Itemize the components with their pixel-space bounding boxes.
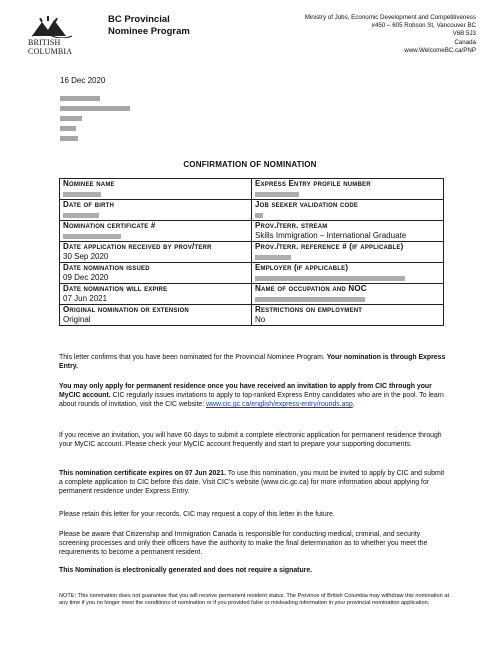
table-row xyxy=(60,200,444,221)
redaction-bar xyxy=(63,234,121,239)
redaction-bar xyxy=(63,192,101,197)
paragraph-text: Please retain this letter for your records. CIC may request a copy of this letter in the future. xyxy=(59,511,335,518)
paragraph-text: If you receive an invitation, you will have 60 days to submit a complete electronic application for permanent residence through your MyCIC account. Please check your MyCIC account frequently and start to prepare your supporting documents. xyxy=(59,432,442,449)
ministry-line: Ministry of Jobs, Economic Development and Competitiveness xyxy=(304,14,476,21)
program-name xyxy=(108,14,190,38)
field-value xyxy=(255,210,440,220)
paragraph-bold: You may only apply for permanent residence once you have received an invitation to apply from CIC through your MyCIC account. xyxy=(59,383,432,400)
field-value xyxy=(255,294,440,304)
program-line: BC Provincial xyxy=(108,14,170,25)
table-cell xyxy=(60,242,252,263)
field-value xyxy=(255,273,440,283)
table-row xyxy=(60,305,444,326)
table-cell xyxy=(252,263,444,284)
field-label: Date nomination issued xyxy=(63,263,150,272)
table-cell xyxy=(60,200,252,221)
paragraph-apply-instructions xyxy=(59,382,449,410)
table-cell xyxy=(60,179,252,200)
field-label: Original nomination or extension xyxy=(63,305,189,314)
ministry-line: Canada xyxy=(454,38,476,46)
redaction-bar xyxy=(60,106,130,111)
field-value xyxy=(63,231,248,241)
paragraph-text: This letter confirms that you have been nominated for the Provincial Nominee Program. xyxy=(59,354,327,361)
table-row xyxy=(60,221,444,242)
field-label: Name of occupation and NOC xyxy=(255,284,367,293)
table-cell xyxy=(60,305,252,326)
field-value: 09 Dec 2020 xyxy=(63,273,109,282)
field-value xyxy=(63,189,248,199)
redaction-bar xyxy=(255,297,365,302)
ministry-line: V6B 5J3 xyxy=(452,30,476,38)
field-value: 07 Jun 2021 xyxy=(63,294,108,303)
paragraph-nomination-confirmed xyxy=(59,353,449,371)
ministry-line: www.WelcomeBC.ca/PNP xyxy=(404,46,476,54)
redaction-bar xyxy=(255,255,291,260)
field-value xyxy=(255,252,440,262)
redaction-bar xyxy=(255,213,263,218)
field-value: 30 Sep 2020 xyxy=(63,252,109,261)
table-cell xyxy=(252,221,444,242)
paragraph-text: . xyxy=(352,401,355,409)
field-label: Prov./terr. reference # (if applicable) xyxy=(255,242,404,251)
field-label: Date of birth xyxy=(63,200,115,209)
paragraph-retain xyxy=(59,510,449,519)
redaction-bar xyxy=(60,126,76,131)
paragraph-expiry xyxy=(59,469,449,497)
program-line: Nominee Program xyxy=(108,26,190,37)
table-cell xyxy=(60,284,252,305)
table-cell xyxy=(252,305,444,326)
logo-line: BRITISH xyxy=(28,38,61,47)
paragraph-screening xyxy=(59,530,449,558)
footnote: NOTE: This nomination does not guarantee that you will receive permanent resident status. The Province of British Columbia may withdraw this nomination at any time if you no longer meet the conditions of nomination or if you provided false or misleading information in your provincial nomination application. xyxy=(59,593,449,607)
field-label: Employer (if applicable) xyxy=(255,263,349,272)
redaction-bar xyxy=(63,213,99,218)
paragraph-text: Please be aware that Citizenship and Immigration Canada is responsible for conducting medical, criminal, and security screening processes and only their officers have the authority to make the final determination as to whether you meet the requirements to become a permanent resident. xyxy=(59,531,428,557)
redaction-bar xyxy=(255,192,299,197)
field-label: Nomination certificate # xyxy=(63,221,156,230)
field-value xyxy=(255,189,440,199)
letter-date: 16 Dec 2020 xyxy=(60,76,106,85)
field-label: Prov./terr. stream xyxy=(255,221,328,230)
paragraph-text: CIC regularly issues invitations to apply to top-ranked Express Entry candidates who are in the pool. To learn about rounds of invitation, visit the CIC website: xyxy=(59,392,444,409)
redaction-bar xyxy=(60,136,78,141)
table-cell xyxy=(252,200,444,221)
paragraph-bold: This Nomination is electronically generated and does not require a signature. xyxy=(59,567,313,574)
table-cell xyxy=(252,284,444,305)
table-cell xyxy=(60,263,252,284)
table-cell xyxy=(60,221,252,242)
paragraph-bold: This nomination certificate expires on 07 Jun 2021. xyxy=(59,470,226,477)
ministry-address xyxy=(236,14,476,55)
field-label: Restrictions on employment xyxy=(255,305,363,314)
redaction-bar xyxy=(60,116,82,121)
field-value: Original xyxy=(63,315,91,324)
document-title: CONFIRMATION OF NOMINATION xyxy=(183,160,317,169)
bc-sun-mountain-icon xyxy=(28,14,74,38)
redaction-bar xyxy=(255,276,405,281)
field-label: Date nomination will expire xyxy=(63,284,168,293)
logo-line: COLUMBIA xyxy=(28,47,73,56)
table-row xyxy=(60,179,444,200)
table-row xyxy=(60,263,444,284)
table-row xyxy=(60,242,444,263)
field-label: Date application received by prov/terr xyxy=(63,242,212,251)
field-label: Express Entry profile number xyxy=(255,179,371,188)
paragraph-text: To use this nomination, you must be invited to apply by CIC and submit a complete application to CIC before this date. Visit CIC’s website (www.cic.gc.ca) for more information about applying for permanent residence under Express Entry. xyxy=(59,470,445,496)
ministry-line: #450 – 605 Robson St, Vancouver BC xyxy=(371,22,476,30)
field-label: Job seeker validation code xyxy=(255,200,359,209)
field-label: Nominee name xyxy=(63,179,115,188)
field-value: Skills Immigration – International Graduate xyxy=(255,231,407,240)
cic-rounds-link[interactable]: www.cic.gc.ca/english/express-entry/rounds.asp xyxy=(206,401,353,409)
table-cell xyxy=(252,179,444,200)
field-value: No xyxy=(255,315,266,324)
redaction-bar xyxy=(60,96,100,101)
paragraph-no-signature xyxy=(59,566,449,575)
field-value xyxy=(63,210,248,220)
bc-logo-text xyxy=(28,38,88,56)
paragraph-bold: Your nomination is through Express Entry. xyxy=(59,354,446,371)
table-row xyxy=(60,284,444,305)
nomination-details-table xyxy=(59,178,444,326)
paragraph-invitation xyxy=(59,431,449,449)
table-cell xyxy=(252,242,444,263)
